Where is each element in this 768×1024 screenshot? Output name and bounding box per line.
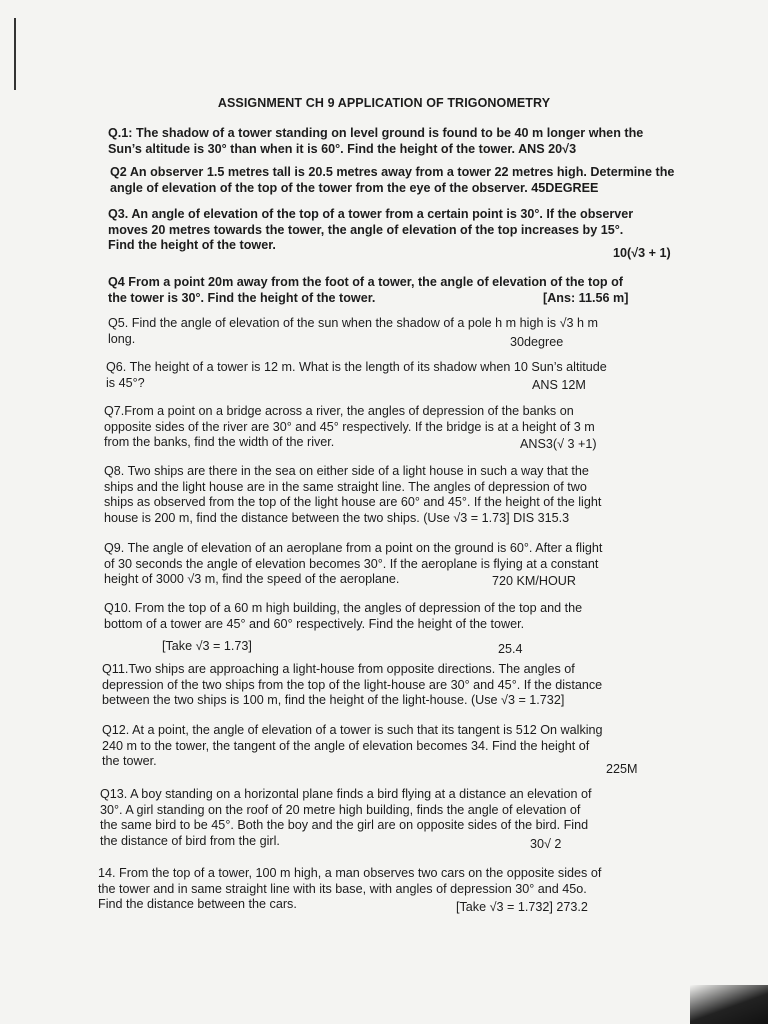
question-line: house is 200 m, find the distance between the two ships. (Use √3 = 1.73] DIS 315.3 — [104, 510, 570, 525]
question-line: Q2 An observer 1.5 metres tall is 20.5 metres away from a tower 22 metres high. Determine the — [110, 165, 675, 179]
question-5 — [108, 316, 698, 347]
question-line: is 45°? — [106, 375, 145, 390]
question-7 — [104, 404, 694, 451]
question-line: angle of elevation of the top of the tower from the eye of the observer. 45DEGREE — [110, 180, 599, 195]
take-note: [Take √3 = 1.73] — [162, 639, 252, 653]
question-line: Q5. Find the angle of elevation of the sun when the shadow of a pole h m high is √3 h m — [108, 316, 598, 330]
question-line: Q7.From a point on a bridge across a river, the angles of depression of the banks on — [104, 404, 574, 418]
answer: 720 KM/HOUR — [492, 574, 576, 588]
question-line: opposite sides of the river are 30° and 45° respectively. If the bridge is at a height of 3 m — [104, 419, 595, 434]
scan-shadow — [690, 985, 768, 1024]
question-line: Find the height of the tower. — [108, 238, 276, 252]
question-line: Q6. The height of a tower is 12 m. What is the length of its shadow when 10 Sun’s altitude — [106, 360, 607, 374]
question-line: moves 20 metres towards the tower, the angle of elevation of the top increases by 15°. — [108, 222, 624, 237]
question-line: Q13. A boy standing on a horizontal plane finds a bird flying at a distance an elevation of — [100, 787, 592, 801]
question-10 — [104, 601, 694, 656]
answer: ANS3(√ 3 +1) — [520, 437, 597, 451]
question-line: Q4 From a point 20m away from the foot of a tower, the angle of elevation of the top of — [108, 275, 623, 289]
question-line: 240 m to the tower, the tangent of the angle of elevation becomes 34. Find the height of — [102, 738, 590, 753]
answer: 25.4 — [498, 642, 523, 656]
question-13 — [100, 787, 690, 849]
question-6 — [106, 360, 696, 391]
question-14 — [98, 866, 688, 913]
question-line: Q11.Two ships are approaching a light-house from opposite directions. The angles of — [102, 662, 575, 676]
question-line: bottom of a tower are 45° and 60° respectively. Find the height of the tower. — [104, 616, 525, 631]
question-line: Sun’s altitude is 30° than when it is 60°. Find the height of the tower. ANS 20√3 — [108, 141, 577, 156]
answer: ANS 12M — [532, 378, 586, 392]
question-line: Q9. The angle of elevation of an aeroplane from a point on the ground is 60°. After a flight — [104, 541, 603, 555]
question-line: Q3. An angle of elevation of the top of a tower from a certain point is 30°. If the observer — [108, 207, 634, 221]
question-8 — [104, 464, 694, 526]
answer: [Take √3 = 1.732] 273.2 — [456, 900, 588, 914]
answer: 225M — [606, 762, 638, 776]
question-line: the tower. — [102, 754, 157, 768]
question-line: Q8. Two ships are there in the sea on either side of a light house in such a way that the — [104, 464, 589, 478]
question-1 — [108, 126, 698, 157]
question-line: from the banks, find the width of the river. — [104, 435, 335, 449]
question-12 — [102, 723, 692, 776]
answer: 30degree — [510, 335, 564, 349]
answer: 30√ 2 — [530, 837, 562, 851]
question-line: depression of the two ships from the top of the light-house are 30° and 45°. If the distance — [102, 677, 603, 692]
question-line: Q10. From the top of a 60 m high building, the angles of depression of the top and the — [104, 601, 583, 615]
question-line: height of 3000 √3 m, find the speed of the aeroplane. — [104, 572, 400, 586]
question-9 — [104, 541, 694, 588]
answer: 10(√3 + 1) — [613, 246, 671, 260]
question-line: long. — [108, 331, 136, 346]
question-4 — [108, 275, 698, 306]
page-edge-line — [14, 18, 16, 90]
question-line: Find the distance between the cars. — [98, 897, 297, 911]
question-line: Q12. At a point, the angle of elevation of a tower is such that its tangent is 512 On walking — [102, 723, 603, 737]
question-2 — [110, 165, 700, 196]
question-line: 30°. A girl standing on the roof of 20 metre high building, finds the angle of elevation of — [100, 802, 581, 817]
question-3 — [108, 207, 698, 260]
question-line: the distance of bird from the girl. — [100, 833, 280, 848]
answer: [Ans: 11.56 m] — [543, 291, 629, 305]
question-line: the same bird to be 45°. Both the boy and the girl are on opposite sides of the bird. Find — [100, 818, 589, 832]
question-line: of 30 seconds the angle of elevation becomes 30°. If the aeroplane is flying at a constant — [104, 556, 599, 571]
question-line: between the two ships is 100 m, find the height of the light-house. (Use √3 = 1.732] — [102, 693, 565, 707]
question-line: 14. From the top of a tower, 100 m high, a man observes two cars on the opposite sides of — [98, 866, 602, 880]
page-title: ASSIGNMENT CH 9 APPLICATION OF TRIGONOMETRY — [217, 96, 551, 110]
question-line: the tower is 30°. Find the height of the tower. — [108, 290, 376, 305]
question-line: ships and the light house are in the same straight line. The angles of depression of two — [104, 479, 587, 494]
question-11 — [102, 662, 692, 709]
question-line: the tower and in same straight line with its base, with angles of depression 30° and 45o. — [98, 881, 587, 896]
question-line: Q.1: The shadow of a tower standing on level ground is found to be 40 m longer when the — [108, 126, 644, 140]
question-line: ships as observed from the top of the light house are 60° and 45°. If the height of the light — [104, 495, 602, 509]
